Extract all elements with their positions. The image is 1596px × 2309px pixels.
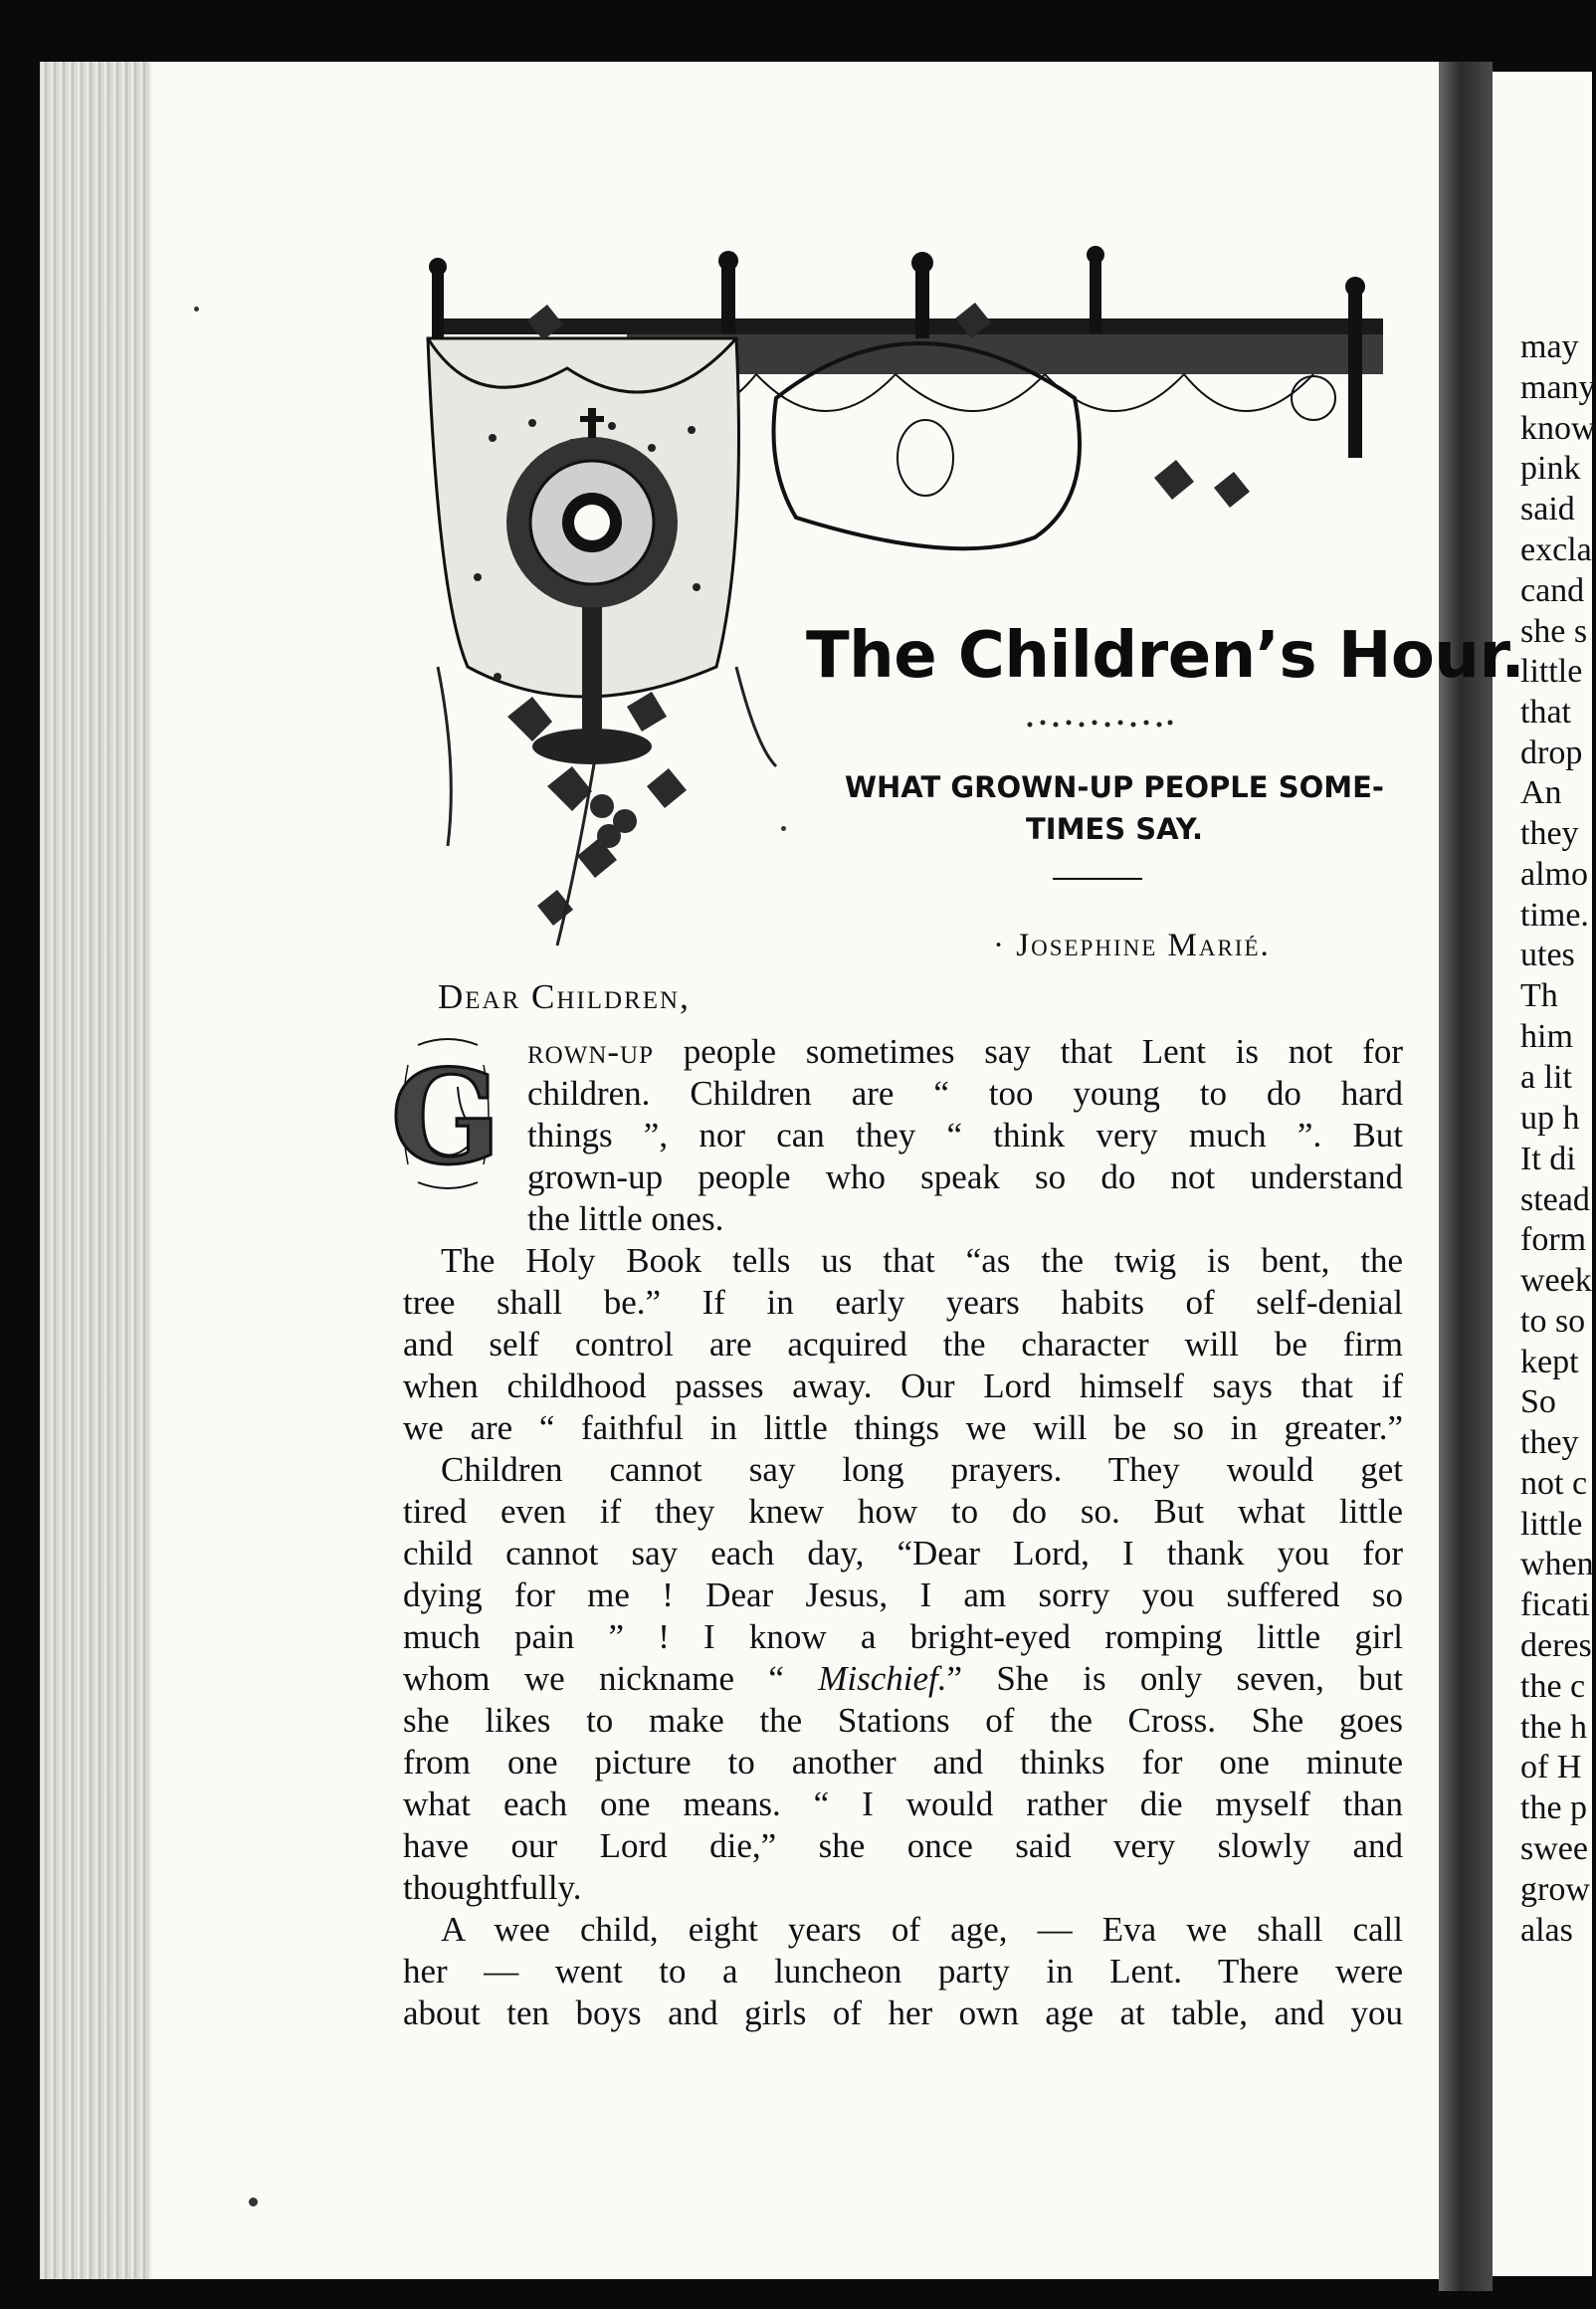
next-page-fragment: form: [1520, 1221, 1587, 1258]
next-page-fragment: when: [1520, 1546, 1594, 1582]
next-page-fragment: It di: [1520, 1141, 1576, 1177]
next-page-fragment: cand: [1520, 572, 1585, 609]
body-line: Children cannot say long prayers. They would get: [441, 1450, 1403, 1489]
body-line: much pain ” ! I know a bright-eyed romping little girl: [403, 1617, 1403, 1656]
body-line: her — went to a luncheon party in Lent. There were: [403, 1952, 1403, 1991]
book-gutter: [1439, 62, 1493, 2291]
body-line: dying for me ! Dear Jesus, I am sorry you suffered so: [403, 1575, 1403, 1614]
next-page-fragment: time.: [1520, 897, 1589, 934]
body-line: A wee child, eight years of age, — Eva we shall call: [441, 1910, 1403, 1949]
gothic-banner-illustration: [398, 249, 1398, 965]
next-page-fragment: excla: [1520, 531, 1592, 568]
next-page-fragment: up h: [1520, 1100, 1580, 1137]
body-line: thoughtfully.: [403, 1868, 582, 1907]
paper-speck: [194, 307, 199, 312]
body-line: grown-up people who speak so do not understand: [527, 1157, 1403, 1196]
body-line: from one picture to another and thinks for one minute: [403, 1743, 1403, 1782]
next-page-fragment: So: [1520, 1383, 1556, 1420]
author-name: Josephine Marié.: [1016, 928, 1271, 963]
next-page-fragment: many: [1520, 369, 1596, 406]
next-page-fragment: kept: [1520, 1344, 1579, 1380]
next-page-fragment: week: [1520, 1262, 1592, 1299]
subtitle-line-2: TIMES SAY.: [1026, 812, 1203, 846]
paper-speck: [781, 826, 786, 831]
subtitle-line-1: WHAT GROWN-UP PEOPLE SOME-: [845, 770, 1384, 804]
body-line: tired even if they knew how to do so. But what little: [403, 1492, 1403, 1531]
salutation: [438, 977, 691, 1017]
next-page-fragment: An: [1520, 774, 1562, 811]
next-page-fragment: stead: [1520, 1181, 1590, 1218]
subtitle-rule: [1053, 878, 1142, 880]
next-page-fragment: almo: [1520, 856, 1588, 893]
body-line: whom we nickname “ Mischief.” She is only seven, but: [403, 1659, 1403, 1698]
next-page-fragment: the p: [1520, 1789, 1588, 1826]
body-line: have our Lord die,” she once said very slowly and: [403, 1826, 1403, 1865]
body-line: things ”, nor can they “ think very much ”. But: [527, 1116, 1403, 1154]
article-subtitle: [836, 766, 1393, 850]
body-line: child cannot say each day, “Dear Lord, I thank you for: [403, 1534, 1403, 1573]
next-page-fragment: that: [1520, 694, 1571, 731]
next-page-fragment: they: [1520, 815, 1579, 852]
next-page-fragment: the c: [1520, 1668, 1586, 1705]
body-line: what each one means. “ I would rather die myself than: [403, 1784, 1403, 1823]
next-page-fragment: a lit: [1520, 1059, 1572, 1096]
next-page-fragment: may: [1520, 328, 1579, 365]
body-line: tree shall be.” If in early years habits of self-denial: [403, 1283, 1403, 1322]
author-byline: · Josephine Marié.: [993, 928, 1271, 963]
body-line: The Holy Book tells us that “as the twig is bent, the: [441, 1241, 1403, 1280]
next-page-fragment: the h: [1520, 1709, 1588, 1746]
next-page-fragment: to so: [1520, 1303, 1586, 1340]
nickname-italic: Mischief.: [818, 1659, 947, 1698]
next-page-fragment: said: [1520, 491, 1575, 527]
title-ornament: [1025, 719, 1174, 729]
next-page-fragment: deres: [1520, 1627, 1592, 1664]
next-page-fragment: know: [1520, 410, 1596, 447]
next-page-fragment: pink: [1520, 450, 1581, 487]
next-page-fragment: alas: [1520, 1912, 1573, 1949]
next-page-fragment: utes: [1520, 937, 1575, 973]
next-page-fragment: him: [1520, 1018, 1573, 1055]
page-edges: [40, 62, 151, 2279]
next-page-fragment: swee: [1520, 1830, 1588, 1867]
next-page-fragment: drop: [1520, 735, 1583, 771]
next-page-fragment: little: [1520, 653, 1583, 690]
body-line: rown-up people sometimes say that Lent is not for: [527, 1032, 1403, 1071]
next-page-fragment: of H: [1520, 1749, 1582, 1785]
article-title: The Children’s Hour.: [806, 619, 1525, 693]
article-body: [403, 1031, 1403, 2034]
paper-speck: [249, 2198, 258, 2206]
next-page-fragment: little: [1520, 1506, 1583, 1543]
next-page-fragment: grow: [1520, 1871, 1590, 1908]
drop-cap-letter: G: [390, 1041, 501, 1193]
body-line: we are “ faithful in little things we will be so in greater.”: [403, 1408, 1403, 1447]
next-page-fragment: she s: [1520, 613, 1588, 650]
salutation-text: Dear Children,: [438, 977, 691, 1016]
body-line: children. Children are “ too young to do hard: [527, 1074, 1403, 1113]
next-page-edge: [1493, 72, 1596, 2276]
next-page-fragment: they: [1520, 1424, 1579, 1461]
next-page-fragment: Th: [1520, 977, 1558, 1014]
body-line: and self control are acquired the character will be firm: [403, 1325, 1403, 1364]
body-line: about ten boys and girls of her own age at table, and you: [403, 1994, 1403, 2032]
body-line: when childhood passes away. Our Lord himself says that if: [403, 1366, 1403, 1405]
next-page-fragment: not c: [1520, 1465, 1588, 1502]
next-page-fragment: ficati: [1520, 1586, 1590, 1623]
body-line: she likes to make the Stations of the Cross. She goes: [403, 1701, 1403, 1740]
body-line: the little ones.: [527, 1199, 724, 1238]
